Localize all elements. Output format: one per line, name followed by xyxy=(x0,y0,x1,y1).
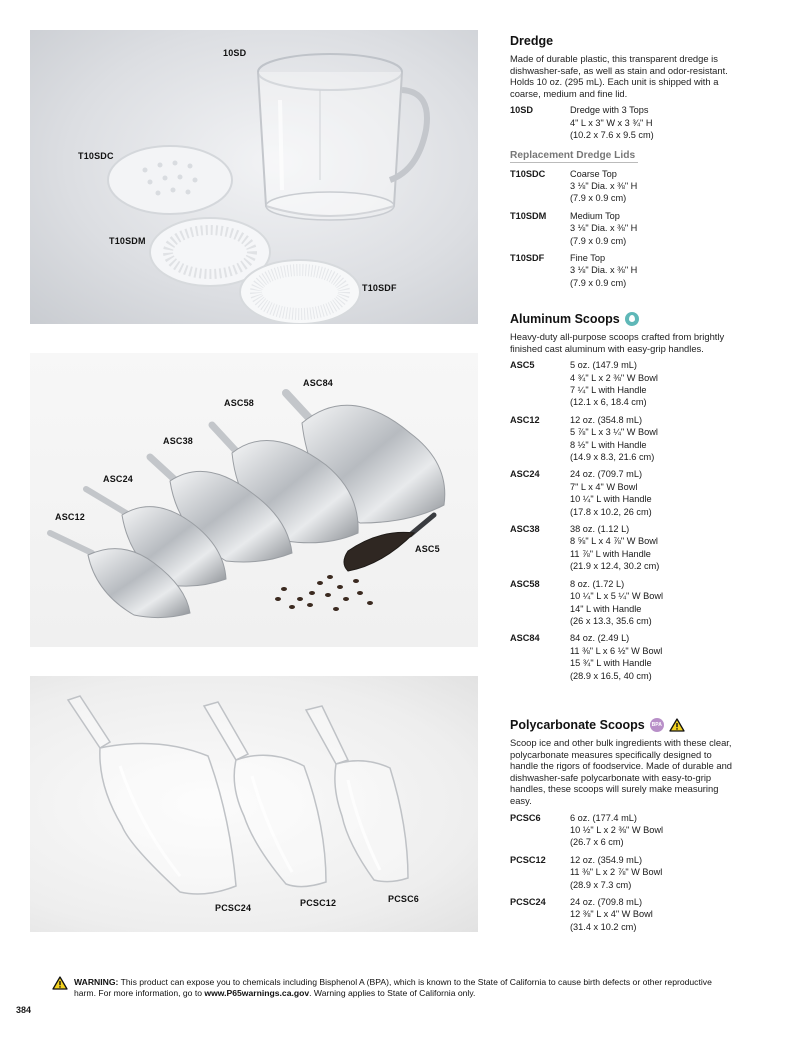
p65-link[interactable]: www.P65warnings.ca.gov xyxy=(204,988,310,998)
photo-label-asc24: ASC24 xyxy=(103,474,134,484)
spec-line: (14.9 x 8.3, 21.6 cm) xyxy=(570,452,655,463)
photo-label-asc38: ASC38 xyxy=(163,436,194,446)
item-code: PCSC6 xyxy=(510,812,541,823)
spec-line: (17.8 x 10.2, 26 cm) xyxy=(570,506,652,517)
spec-line: 11 ⅜" L x 6 ½" W Bowl xyxy=(570,645,663,656)
replacement-lids-heading: Replacement Dredge Lids xyxy=(510,150,638,163)
poly-title-row xyxy=(510,716,740,734)
spec-line: 8 ½" L with Handle xyxy=(570,439,647,450)
photo-label-asc12: ASC12 xyxy=(55,512,86,522)
polycarbonate-section xyxy=(510,716,740,933)
poly-description: Scoop ice and other bulk ingredients with these clear, polycarbonate measures specifically designed to handle the rigors of foodservice. Made of durable and dishwasher-safe polycarbonate with easy-to-grip handles, these scoops will surely make measuring easy. xyxy=(510,737,733,806)
spec-row xyxy=(510,578,740,628)
spec-line: (7.9 x 0.9 cm) xyxy=(570,193,627,204)
spec-line: 12 oz. (354.9 mL) xyxy=(570,854,643,865)
spec-line: 11 ⅜" L x 2 ⅞" W Bowl xyxy=(570,867,663,878)
spec-line: 3 ⅛" Dia. x ⅜" H xyxy=(570,181,638,191)
polycarbonate-scoops-photo xyxy=(30,676,478,932)
spec-line: (7.9 x 0.9 cm) xyxy=(570,235,627,246)
spec-line: (28.9 x 16.5, 40 cm) xyxy=(570,670,652,681)
spec-line: 8 ⅝" L x 4 ⅞" W Bowl xyxy=(570,536,658,547)
spec-line: 6 oz. (177.4 mL) xyxy=(570,812,637,823)
spec-line: 4 ¾" L x 2 ⅜" W Bowl xyxy=(570,372,658,383)
spec-line: 5 ⅞" L x 3 ¼" W Bowl xyxy=(570,427,658,438)
dredge-illustration xyxy=(30,30,478,324)
spec-line: 38 oz. (1.12 L) xyxy=(570,524,630,535)
photo-label-t10sdf: T10SDF xyxy=(362,283,397,293)
spec-line: 10 ½" L x 2 ⅜" W Bowl xyxy=(570,824,663,835)
warning-label: WARNING: xyxy=(74,977,119,987)
item-code: T10SDF xyxy=(510,253,545,264)
spec-line: (12.1 x 6, 18.4 cm) xyxy=(570,397,647,408)
warning-text xyxy=(74,977,712,999)
aluminum-scoops-photo xyxy=(30,353,478,647)
spec-line: 84 oz. (2.49 L) xyxy=(570,633,630,644)
aluminum-title: Aluminum Scoops xyxy=(510,312,620,326)
item-code: T10SDM xyxy=(510,210,547,221)
spec-line: 7" L x 4" W Bowl xyxy=(570,481,638,492)
spec-line: 24 oz. (709.8 mL) xyxy=(570,897,643,907)
aluminum-title-row xyxy=(510,310,740,328)
spec-line: 14" L with Handle xyxy=(570,603,642,614)
item-code: T10SDC xyxy=(510,168,546,179)
photo-label-pcsc24: PCSC24 xyxy=(215,903,252,913)
item-code: ASC5 xyxy=(510,360,535,371)
aluminum-description: Heavy-duty all-purpose scoops crafted from brightly finished cast aluminum with easy-grip handles. xyxy=(510,331,725,354)
aluminum-section xyxy=(510,310,740,682)
spec-line: 24 oz. (709.7 mL) xyxy=(570,469,643,480)
spec-row xyxy=(510,414,740,464)
spec-line: 5 oz. (147.9 mL) xyxy=(570,360,637,371)
spec-row xyxy=(510,468,740,518)
page-number: 384 xyxy=(16,1005,32,1015)
spec-line: (7.9 x 0.9 cm) xyxy=(570,277,627,288)
spec-line: 10 ¼" L with Handle xyxy=(570,494,652,505)
item-code: 10SD xyxy=(510,105,533,116)
photo-label-asc5: ASC5 xyxy=(415,544,440,554)
spec-line: Fine Top xyxy=(570,253,606,264)
spec-line: 3 ⅛" Dia. x ⅜" H xyxy=(570,223,638,234)
item-code: PCSC12 xyxy=(510,854,546,865)
spec-line: (21.9 x 12.4, 30.2 cm) xyxy=(570,561,660,572)
spec-line: Medium Top xyxy=(570,210,620,221)
photo-label-10sd: 10SD xyxy=(223,48,247,58)
warning-body: This product can expose you to chemicals including Bisphenol A (BPA), which is known to the State of California to cause birth defects or other reproductive harm. For more information, go to xyxy=(74,977,712,998)
dredge-section xyxy=(510,32,740,289)
warning-tail: . Warning applies to State of California only. xyxy=(309,988,476,998)
item-code: ASC24 xyxy=(510,469,540,480)
spec-line: 11 ⅞" L with Handle xyxy=(570,548,651,559)
spec-line: (31.4 x 10.2 cm) xyxy=(570,921,637,932)
spec-line: (10.2 x 7.6 x 9.5 cm) xyxy=(570,130,654,141)
spec-row xyxy=(510,168,740,205)
spec-line: (26.7 x 6 cm) xyxy=(570,837,624,848)
item-code: ASC12 xyxy=(510,414,540,425)
photo-label-pcsc6: PCSC6 xyxy=(388,894,420,904)
spec-row xyxy=(510,359,740,409)
spec-row xyxy=(510,812,740,849)
prop65-warning xyxy=(52,977,712,999)
dredge-photo xyxy=(30,30,478,324)
spec-row xyxy=(510,896,740,933)
spec-line: Dredge with 3 Tops xyxy=(570,105,649,116)
poly-title: Polycarbonate Scoops xyxy=(510,718,645,732)
spec-line: (28.9 x 7.3 cm) xyxy=(570,879,632,890)
spec-row xyxy=(510,632,740,682)
photo-label-t10sdc: T10SDC xyxy=(78,151,114,161)
spec-line: 15 ¾" L with Handle xyxy=(570,658,652,669)
photo-label-asc58: ASC58 xyxy=(224,398,255,408)
warning-triangle-icon xyxy=(52,976,68,990)
item-code: ASC84 xyxy=(510,633,540,644)
spec-line: 7 ¼" L with Handle xyxy=(570,385,647,395)
spec-row xyxy=(510,854,740,891)
dredge-description: Made of durable plastic, this transparent dredge is dishwasher-safe, as well as stain and odor-resistant. Holds 10 oz. (295 mL). Each unit is shipped with a coarse, medium and fine lid. xyxy=(510,53,728,99)
spec-line: 12 ⅜" L x 4" W Bowl xyxy=(570,909,653,920)
spec-line: 4" L x 3" W x 3 ¾" H xyxy=(570,117,653,128)
photo-label-pcsc12: PCSC12 xyxy=(300,898,337,908)
item-code: PCSC24 xyxy=(510,897,546,907)
item-code: ASC58 xyxy=(510,578,540,589)
bpa-badge-icon: BPA xyxy=(650,718,664,732)
spec-line: (26 x 13.3, 35.6 cm) xyxy=(570,615,652,626)
warning-triangle-icon xyxy=(669,718,685,732)
photo-label-t10sdm: T10SDM xyxy=(109,236,146,246)
spec-row xyxy=(510,523,740,573)
spec-line: 12 oz. (354.8 mL) xyxy=(570,414,643,425)
spec-line: Coarse Top xyxy=(570,168,617,179)
item-code: ASC38 xyxy=(510,524,540,535)
dredge-title: Dredge xyxy=(510,34,554,48)
photo-label-asc84: ASC84 xyxy=(303,378,334,388)
spec-line: 8 oz. (1.72 L) xyxy=(570,578,625,589)
spec-line: 3 ⅛" Dia. x ⅜" H xyxy=(570,265,638,276)
spec-row xyxy=(510,210,740,247)
spec-row xyxy=(510,104,740,141)
water-drop-icon xyxy=(625,312,639,326)
spec-line: 10 ¼" L x 5 ¼" W Bowl xyxy=(570,591,663,602)
spec-row xyxy=(510,252,740,289)
